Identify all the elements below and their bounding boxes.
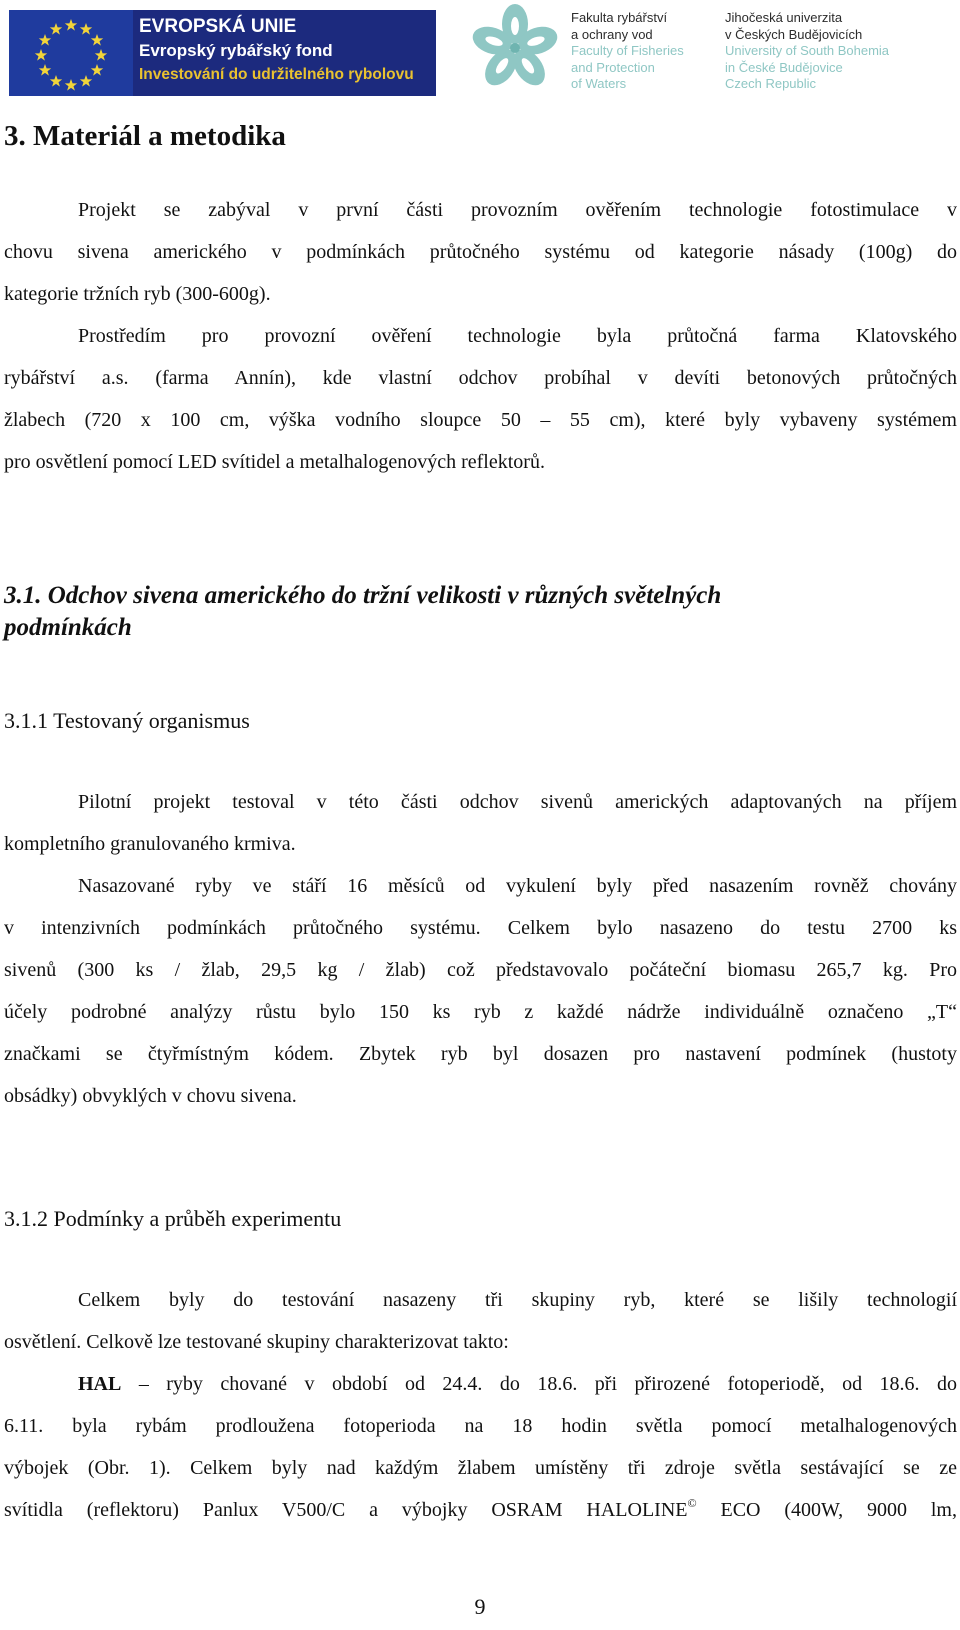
university-line: Czech Republic <box>725 76 817 91</box>
faculty-line: a ochrany vod <box>571 26 653 42</box>
university-line: in České Budějovice <box>725 59 843 75</box>
eu-logo-text <box>139 15 433 87</box>
organism-line: účely podrobné analýzy růstu bylo 150 ks ryb z každé nádrže individuálně označeno „T“ <box>4 1001 957 1023</box>
university-logo-text <box>725 10 955 93</box>
university-line: University of South Bohemia <box>725 43 890 58</box>
organism-line: v intenzivních podmínkách průtočného systému. Celkem bylo nasazeno do testu 2700 ks <box>4 917 957 939</box>
intro-line: žlabech (720 x 100 cm, výška vodního sloupce 50 – 55 cm), které byly vybaveny systémem <box>4 409 957 431</box>
intro-line: Projekt se zabýval v první části provozním ověřením technologie fotostimulace v <box>78 199 957 221</box>
eu-logo-line-3: Investování do udržitelného rybolovu <box>139 66 414 83</box>
hal-line: výbojek (Obr. 1). Celkem byly nad každým žlabem umístěny tři zdroje světla sestávající se ze <box>4 1457 957 1479</box>
intro-line: kategorie tržních ryb (300-600g). <box>4 283 271 305</box>
organism-heading: 3.1.1 Testovaný organismus <box>4 708 250 733</box>
subsection-heading-line-2: podmínkách <box>4 614 132 641</box>
faculty-logo-text <box>571 10 721 93</box>
page-header <box>0 0 960 100</box>
intro-line: chovu sivena amerického v podmínkách průtočného systému od kategorie násady (100g) do <box>4 241 957 263</box>
hal-last-line-part-2: ECO (400W, 9000 lm, <box>696 1499 957 1521</box>
organism-line: Pilotní projekt testoval v této části odchov sivenů amerických adaptovaných na příjem <box>78 791 957 813</box>
organism-line: Nasazované ryby ve stáří 16 měsíců od vykulení byly před nasazením rovněž chovány <box>78 875 957 897</box>
faculty-line: Fakulta rybářství <box>571 10 668 25</box>
university-line: Jihočeská univerzita <box>725 10 843 25</box>
eu-logo-line-2: Evropský rybářský fond <box>139 41 333 60</box>
organism-line: obsádky) obvyklých v chovu sivena. <box>4 1085 297 1107</box>
faculty-line: and Protection <box>571 59 655 75</box>
organism-line: sivenů (300 ks / žlab, 29,5 kg / žlab) což představovalo počáteční biomasu 265,7 kg. Pro <box>4 959 957 981</box>
organism-line: kompletního granulovaného krmiva. <box>4 833 296 855</box>
conditions-line: osvětlení. Celkově lze testované skupiny charakterizovat takto: <box>4 1331 509 1353</box>
organism-line: značkami se čtyřmístným kódem. Zbytek ryb byl dosazen pro nastavení podmínek (hustoty <box>4 1043 957 1065</box>
conditions-line: Celkem byly do testování nasazeny tři skupiny ryb, které se lišily technologií <box>78 1289 957 1311</box>
faculty-line: Faculty of Fisheries <box>571 43 684 58</box>
subsection-heading-line-1: 3.1. Odchov sivena amerického do tržní velikosti v různých světelných <box>4 582 722 609</box>
intro-line: rybářství a.s. (farma Annín), kde vlastní odchov probíhal v devíti betonových průtočných <box>4 367 957 389</box>
university-line: v Českých Budějovicích <box>725 26 863 42</box>
hal-line: 6.11. byla rybám prodloužena fotoperioda na 18 hodin světla pomocí metalhalogenových <box>4 1415 957 1437</box>
eu-logo-line-1: EVROPSKÁ UNIE <box>139 16 297 37</box>
faculty-line: of Waters <box>571 76 627 91</box>
copyright-mark: © <box>687 1496 697 1510</box>
hal-text: – ryby chované v období od 24.4. do 18.6. při přirozené fotoperiodě, od 18.6. do <box>138 1373 958 1395</box>
page-number: 9 <box>474 1594 486 1619</box>
intro-line: Prostředím pro provozní ověření technologie byla průtočná farma Klatovského <box>78 325 957 347</box>
hal-last-line <box>4 1496 957 1524</box>
intro-line: pro osvětlení pomocí LED svítidel a metalhalogenových reflektorů. <box>4 451 545 473</box>
eu-flag-icon <box>9 10 133 96</box>
section-heading: 3. Materiál a metodika <box>4 120 286 152</box>
hal-last-line-part-1: svítidla (reflektoru) Panlux V500/C a výbojky OSRAM HALOLINE <box>4 1499 688 1521</box>
hal-line <box>78 1370 957 1398</box>
fish-flower-icon <box>470 2 560 94</box>
eu-logo <box>9 10 436 96</box>
conditions-heading: 3.1.2 Podmínky a průběh experimentu <box>4 1206 342 1231</box>
hal-label: HAL <box>78 1373 122 1395</box>
